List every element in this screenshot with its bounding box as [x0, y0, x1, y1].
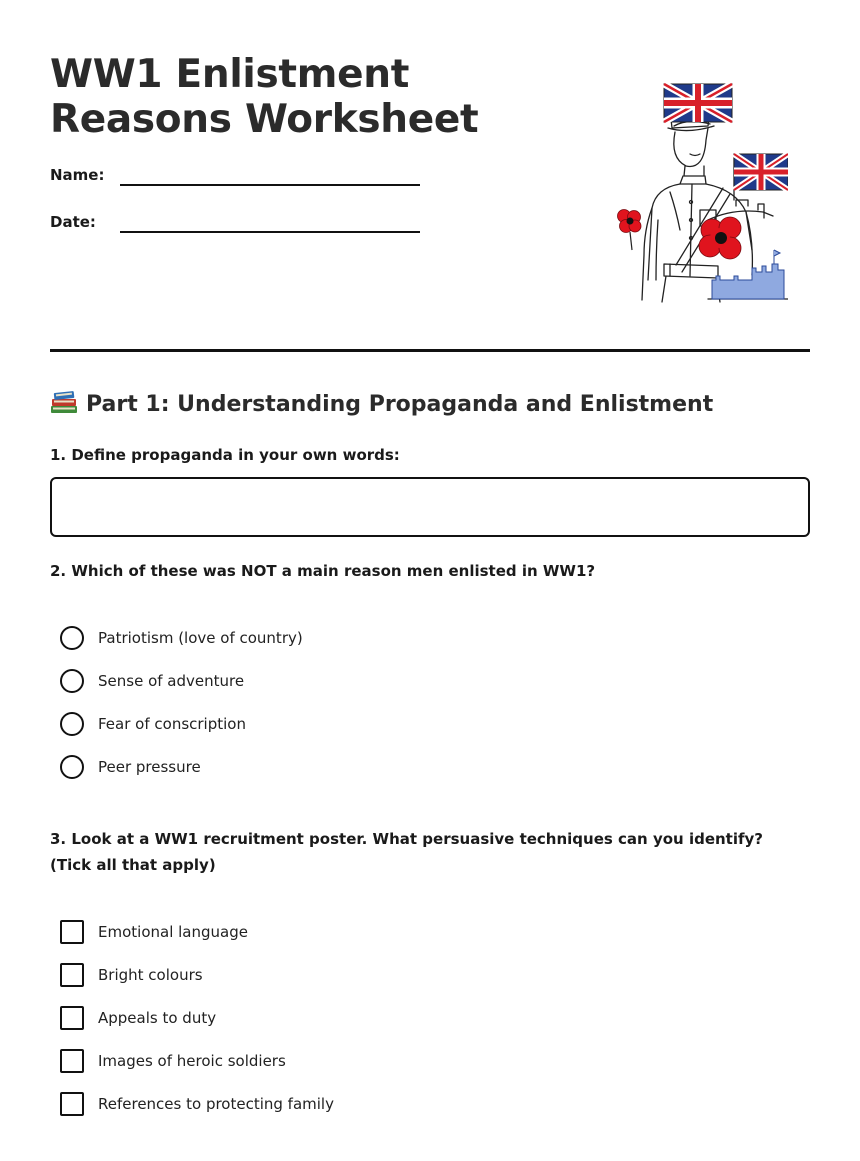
books-icon — [50, 390, 78, 414]
title-line-2: Reasons Worksheet — [50, 97, 479, 142]
option-label: Appeals to duty — [98, 1009, 217, 1027]
option-label: Sense of adventure — [98, 672, 245, 690]
checkbox[interactable] — [60, 1006, 84, 1030]
option-label: Patriotism (love of country) — [98, 629, 303, 647]
part1-title — [50, 390, 713, 417]
name-field[interactable] — [50, 166, 420, 196]
option-label: Emotional language — [98, 923, 248, 941]
radio-button[interactable] — [60, 669, 84, 693]
option-label: Fear of conscription — [98, 715, 246, 733]
q3-option-2[interactable] — [60, 962, 203, 988]
part1-title-text: Part 1: Understanding Propaganda and Enlistment — [86, 392, 714, 417]
option-label: References to protecting family — [98, 1095, 334, 1113]
question-3: 3. Look at a WW1 recruitment poster. What persuasive techniques can you identify? (Tick all that apply) — [50, 830, 763, 874]
question-2: 2. Which of these was NOT a main reason men enlisted in WW1? — [50, 562, 596, 580]
option-label: Peer pressure — [98, 758, 201, 776]
question-1: 1. Define propaganda in your own words: — [50, 446, 400, 464]
worksheet-page — [50, 0, 810, 1161]
name-input-line[interactable] — [120, 184, 420, 186]
union-jack-hat-flag — [664, 84, 732, 122]
date-field[interactable] — [50, 213, 420, 243]
large-poppy — [699, 217, 741, 259]
q2-option-1[interactable] — [60, 625, 303, 651]
radio-button[interactable] — [60, 755, 84, 779]
radio-button[interactable] — [60, 712, 84, 736]
option-label: Bright colours — [98, 966, 203, 984]
soldier-illustration — [558, 80, 788, 312]
definition-answer-box[interactable] — [50, 477, 810, 537]
q3-option-1[interactable] — [60, 919, 248, 945]
title-line-1: WW1 Enlistment — [50, 52, 410, 97]
date-label: Date: — [50, 213, 96, 231]
q2-option-3[interactable] — [60, 711, 246, 737]
q3-option-4[interactable] — [60, 1048, 286, 1074]
worksheet-title — [50, 52, 510, 142]
q3-option-3[interactable] — [60, 1005, 216, 1031]
castle-drawing — [712, 250, 784, 299]
name-label: Name: — [50, 166, 105, 184]
q3-option-5[interactable] — [60, 1091, 334, 1117]
checkbox[interactable] — [60, 920, 84, 944]
radio-button[interactable] — [60, 626, 84, 650]
small-poppy — [618, 210, 642, 251]
q2-option-2[interactable] — [60, 668, 244, 694]
checkbox[interactable] — [60, 1092, 84, 1116]
union-jack-flag — [734, 154, 788, 190]
date-input-line[interactable] — [120, 231, 420, 233]
option-label: Images of heroic soldiers — [98, 1052, 286, 1070]
q2-option-4[interactable] — [60, 754, 201, 780]
checkbox[interactable] — [60, 963, 84, 987]
header-divider — [50, 349, 810, 352]
checkbox[interactable] — [60, 1049, 84, 1073]
